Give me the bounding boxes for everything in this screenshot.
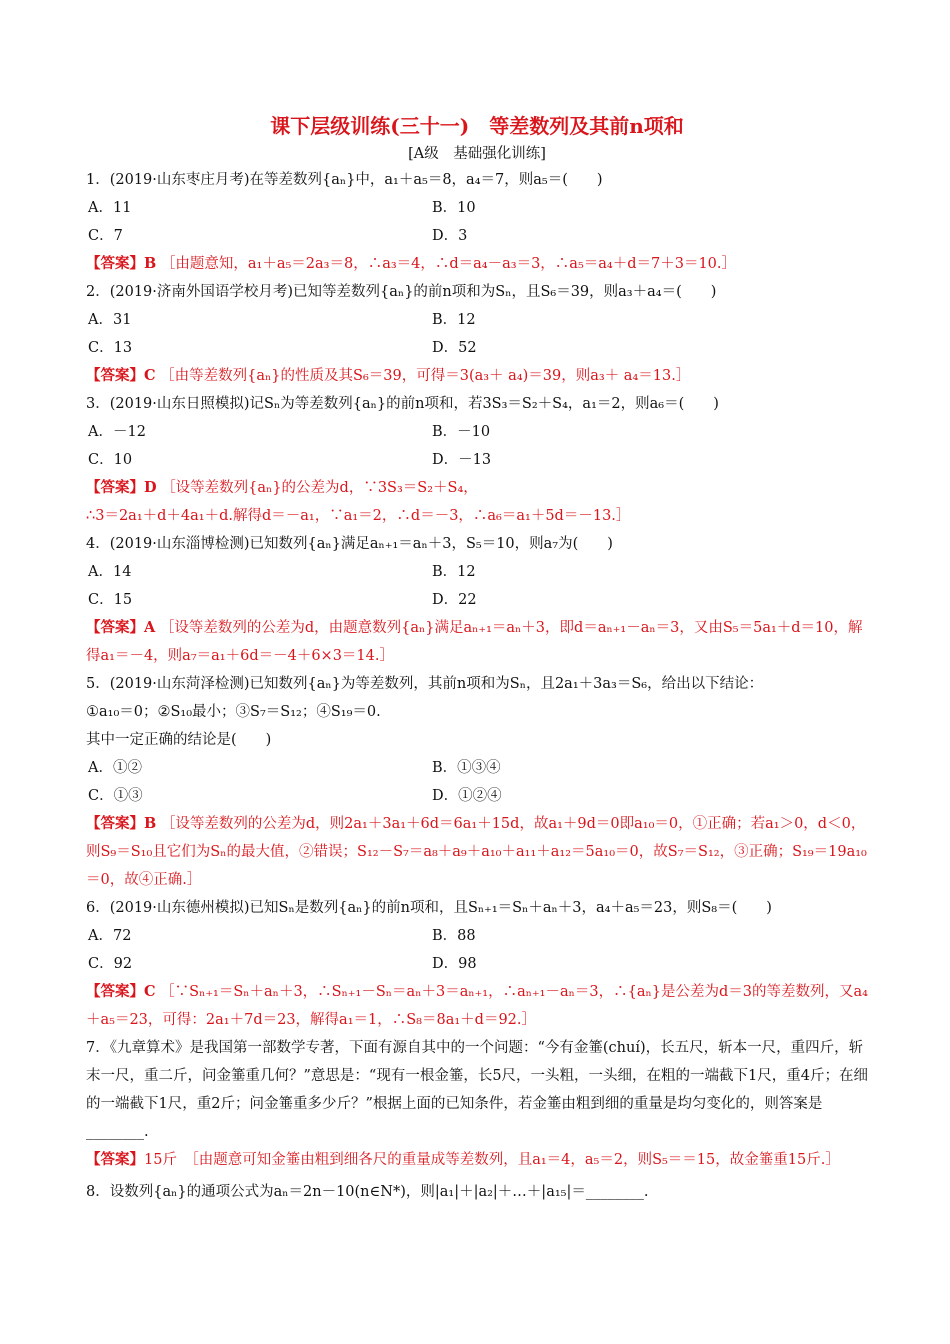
question-2-stem: 2．(2019·济南外国语学校月考)已知等差数列{aₙ}的前n项和为Sₙ，且S₆＝39，则a₃＋a₄＝( ) xyxy=(86,284,717,300)
answer-tag: 【答案】C xyxy=(86,983,156,1000)
question-4-stem: 4．(2019·山东淄博检测)已知数列{aₙ}满足aₙ₊₁＝aₙ＋3，S₅＝10，则a₇为( ) xyxy=(86,536,613,552)
answer-text: 15斤 ［由题意可知金箠由粗到细各尺的重量成等差数列，且a₁＝4，a₅＝2，则S₅＝＝15，故金箠重15斤.］ xyxy=(144,1152,840,1168)
question-7-stem: 7．《九章算术》是我国第一部数学专著，下面有源自其中的一个问题：“今有金箠(chuí)，长五尺，斩本一尺，重四斤，斩末一尺，重二斤，问金箠重几何？”意思是：“现有一根金箠，长5尺，一头粗，一头细，在粗的一端截下1尺，重4斤；在细的一端截下1尺，重2斤；问金箠重多少斤？”根据上面的已知条件，若金箠由粗到细的重量是均匀变化的，则答案是________. xyxy=(86,1040,868,1140)
question-3-stem: 3．(2019·山东日照模拟)记Sₙ为等差数列{aₙ}的前n项和，若3S₃＝S₂＋S₄，a₁＝2，则a₆＝( ) xyxy=(86,396,719,412)
question-3-answer-line-2: ∴3＝2a₁＋d＋4a₁＋d.解得d＝－a₁，∵a₁＝2，∴d＝－3，∴a₆＝a₁＋5d＝－13.］ xyxy=(86,508,631,524)
option-b: B．－10 xyxy=(432,424,491,440)
question-5-prompt: 其中一定正确的结论是( ) xyxy=(86,732,272,748)
question-1-answer xyxy=(86,250,868,278)
question-6-options-row-2 xyxy=(86,950,868,978)
option-d: D．①②④ xyxy=(432,788,502,804)
document-page xyxy=(86,112,868,1206)
answer-text: ［由等差数列{aₙ}的性质及其S₆＝39，可得＝3(a₃＋ a₄)＝39，则a₃＋ a₄＝13.］ xyxy=(160,368,691,384)
option-a: A．①② xyxy=(88,760,142,776)
level-label: [A级 基础强化训练] xyxy=(408,146,546,162)
answer-tag: 【答案】D xyxy=(86,479,157,496)
option-d: D．3 xyxy=(432,228,468,244)
option-d: D．－13 xyxy=(432,452,492,468)
answer-tag: 【答案】A xyxy=(86,619,156,636)
answer-tag: 【答案】C xyxy=(86,367,156,384)
option-a: A．72 xyxy=(88,928,132,944)
option-d: D．22 xyxy=(432,592,477,608)
option-d: D．52 xyxy=(432,340,477,356)
option-b: B．88 xyxy=(432,928,476,944)
option-b: B．12 xyxy=(432,564,476,580)
option-c: C．7 xyxy=(88,228,123,244)
option-c: C．①③ xyxy=(88,788,143,804)
question-4-options-row-1 xyxy=(86,558,868,586)
answer-text: ［∵Sₙ₊₁＝Sₙ＋aₙ＋3，∴Sₙ₊₁－Sₙ＝aₙ＋3＝aₙ₊₁，∴aₙ₊₁－aₙ＝3，∴{aₙ}是公差为d＝3的等差数列，又a₄＋a₅＝23，可得：2a₁＋7d＝23，解得a₁＝1，∴S₈＝8a₁＋d＝92.］ xyxy=(86,984,868,1028)
question-3-options-row-2 xyxy=(86,446,868,474)
question-1-options-row-1 xyxy=(86,194,868,222)
question-6-stem: 6．(2019·山东德州模拟)已知Sₙ是数列{aₙ}的前n项和，且Sₙ₊₁＝Sₙ＋aₙ＋3，a₄＋a₅＝23，则S₈＝( ) xyxy=(86,900,772,916)
question-3-options-row-1 xyxy=(86,418,868,446)
answer-text: ［设等差数列的公差为d，由题意数列{aₙ}满足aₙ₊₁＝aₙ＋3，即d＝aₙ₊₁－aₙ＝3，又由S₅＝5a₁＋d＝10，解得a₁＝－4，则a₇＝a₁＋6d＝－4＋6×3＝14.］ xyxy=(86,620,863,664)
option-c: C．13 xyxy=(88,340,133,356)
option-b: B．10 xyxy=(432,200,476,216)
question-5-options-row-1 xyxy=(86,754,868,782)
question-2-answer xyxy=(86,362,868,390)
question-1-stem: 1．(2019·山东枣庄月考)在等差数列{aₙ}中，a₁＋a₅＝8，a₄＝7，则a₅＝( ) xyxy=(86,172,603,188)
question-3-answer-line-1 xyxy=(86,474,868,502)
option-c: C．15 xyxy=(88,592,133,608)
question-4-options-row-2 xyxy=(86,586,868,614)
answer-text: ［设等差数列{aₙ}的公差为d，∵3S₃＝S₂＋S₄， xyxy=(161,480,478,496)
option-b: B．①③④ xyxy=(432,760,501,776)
page-title: 课下层级训练(三十一) 等差数列及其前n项和 xyxy=(270,114,684,138)
question-5-statements: ①a₁₀＝0；②S₁₀最小；③S₇＝S₁₂；④S₁₉＝0. xyxy=(86,704,381,720)
option-a: A．31 xyxy=(88,312,132,328)
question-6-answer xyxy=(86,978,868,1034)
option-a: A．11 xyxy=(88,200,132,216)
option-a: A．14 xyxy=(88,564,132,580)
question-5-stem: 5．(2019·山东菏泽检测)已知数列{aₙ}为等差数列，其前n项和为Sₙ，且2a₁＋3a₃＝S₆，给出以下结论： xyxy=(86,676,764,692)
option-c: C．10 xyxy=(88,452,133,468)
question-5-answer xyxy=(86,810,868,894)
answer-text: ［设等差数列的公差为d，则2a₁＋3a₁＋6d＝6a₁＋15d，故a₁＋9d＝0即a₁₀＝0，①正确；若a₁＞0，d＜0，则S₉＝S₁₀且它们为Sₙ的最大值，②错误；S₁₂－S₇＝a₈＋a₉＋a₁₀＋a₁₁＋a₁₂＝5a₁₀＝0，故S₇＝S₁₂，③正确；S₁₉＝19a₁₀＝0，故④正确.］ xyxy=(86,816,867,888)
question-4-answer xyxy=(86,614,868,670)
option-c: C．92 xyxy=(88,956,133,972)
answer-tag: 【答案】 xyxy=(86,1151,144,1168)
question-7-answer xyxy=(86,1146,868,1174)
question-8-stem: 8．设数列{aₙ}的通项公式为aₙ＝2n－10(n∈N*)，则|a₁|＋|a₂|＋…＋|a₁₅|＝________. xyxy=(86,1184,649,1200)
option-a: A．－12 xyxy=(88,424,146,440)
question-2-options-row-1 xyxy=(86,306,868,334)
answer-tag: 【答案】B xyxy=(86,815,157,832)
question-1-options-row-2 xyxy=(86,222,868,250)
question-5-options-row-2 xyxy=(86,782,868,810)
question-6-options-row-1 xyxy=(86,922,868,950)
option-d: D．98 xyxy=(432,956,477,972)
question-2-options-row-2 xyxy=(86,334,868,362)
option-b: B．12 xyxy=(432,312,476,328)
answer-text: ［由题意知，a₁＋a₅＝2a₃＝8，∴a₃＝4，∴d＝a₄－a₃＝3，∴a₅＝a₄＋d＝7＋3＝10.］ xyxy=(160,256,737,272)
answer-tag: 【答案】B xyxy=(86,255,157,272)
